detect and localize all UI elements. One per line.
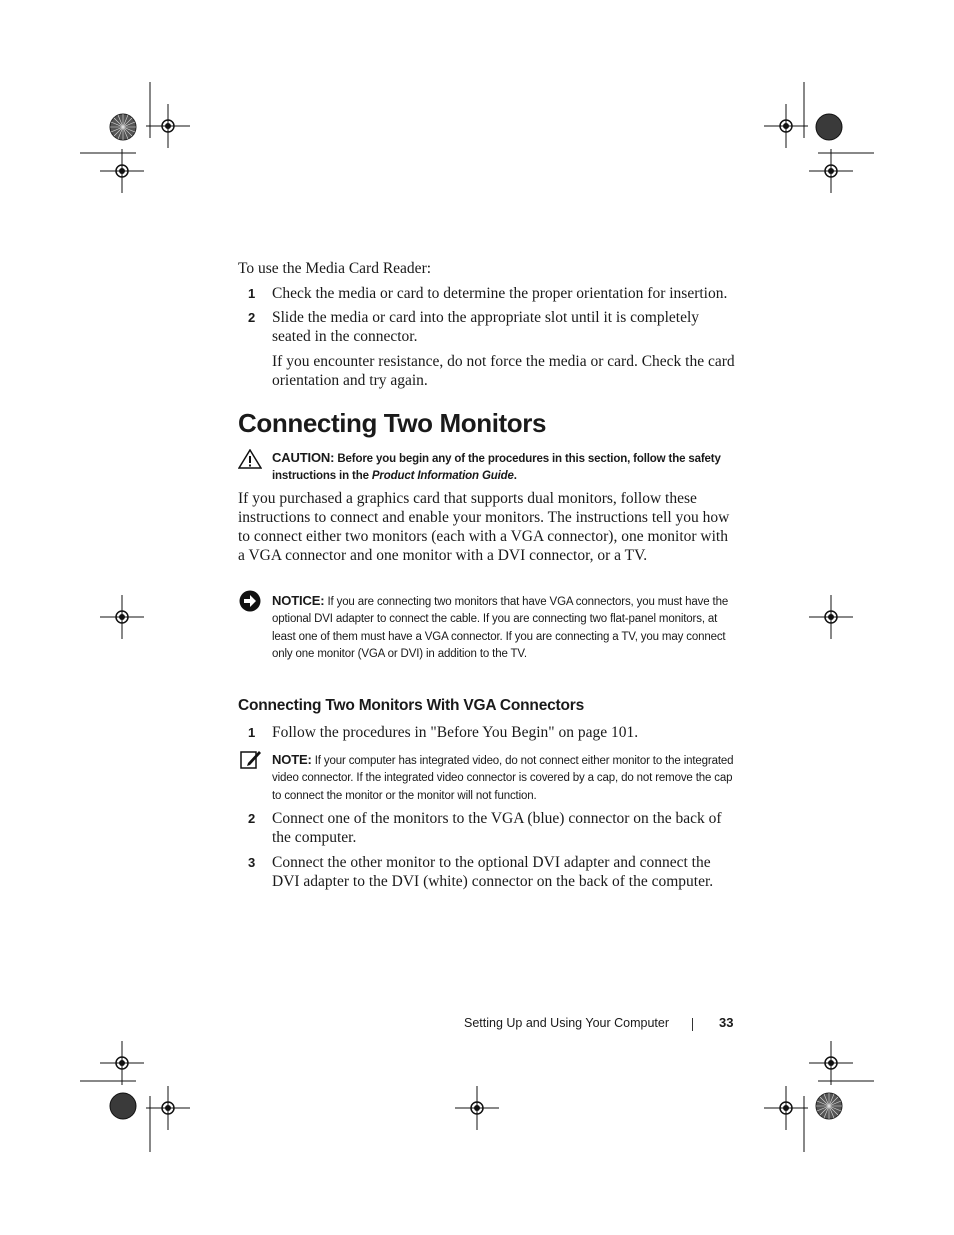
note-block xyxy=(272,751,737,805)
subsection-heading: Connecting Two Monitors With VGA Connectors xyxy=(238,697,585,714)
step-text: Slide the media or card into the appropriate slot until it is completely seated in the connector. xyxy=(272,309,700,345)
step-number: 1 xyxy=(248,286,256,301)
footer-section-title: Setting Up and Using Your Computer xyxy=(464,1016,669,1030)
step-number: 2 xyxy=(248,811,256,826)
caution-label: CAUTION: xyxy=(272,450,335,465)
step-number: 1 xyxy=(248,725,256,740)
step-text: Follow the procedures in "Before You Begin" on page 101. xyxy=(272,724,639,741)
body-paragraph: If you purchased a graphics card that supports dual monitors, follow these instructions to connect and enable your monitors. The instructions tell you how to connect either two monitors (each with a VGA connector), one monitor with a VGA connector and one monitor with a DVI connector, or a TV. xyxy=(238,490,730,564)
section-heading: Connecting Two Monitors xyxy=(238,408,547,438)
step-number: 2 xyxy=(248,310,256,325)
pencil-note-icon xyxy=(240,750,262,770)
step-number: 3 xyxy=(248,855,256,870)
step-text: Check the media or card to determine the proper orientation for insertion. xyxy=(272,285,728,302)
notice-block xyxy=(272,592,737,663)
caution-text-end: . xyxy=(513,470,517,483)
warning-triangle-icon xyxy=(238,449,262,469)
caution-block xyxy=(272,449,737,486)
intro-text: To use the Media Card Reader: xyxy=(238,260,432,277)
step-followup-text: If you encounter resistance, do not force the media or card. Check the card orientation and try again. xyxy=(272,353,735,389)
step-text: Connect the other monitor to the optional DVI adapter and connect the DVI adapter to the DVI (white) connector on the back of the computer. xyxy=(272,854,714,890)
notice-arrow-icon xyxy=(239,590,261,612)
page-number: 33 xyxy=(719,1015,734,1030)
notice-text: If you are connecting two monitors that have VGA connectors, you must have the optional DVI adapter to connect the cable. If you are connecting two flat-panel monitors, at least one of them must have a VGA connector. If you are connecting a TV, you may connect only one monitor (VGA or DVI) in addition to the TV. xyxy=(272,596,729,660)
note-label: NOTE: xyxy=(272,752,312,767)
caution-text: Before you begin any of the procedures in this section, follow the safety instructions in the xyxy=(272,453,721,483)
notice-label: NOTICE: xyxy=(272,593,325,608)
footer-divider xyxy=(692,1018,693,1031)
guide-title: Product Information Guide xyxy=(371,470,514,483)
step-text: Connect one of the monitors to the VGA (blue) connector on the back of the computer. xyxy=(272,810,722,846)
note-text: If your computer has integrated video, do not connect either monitor to the integrated video connector. If the integrated video connector is covered by a cap, do not remove the cap to connect the monitor or the monitor will not function. xyxy=(272,755,734,802)
